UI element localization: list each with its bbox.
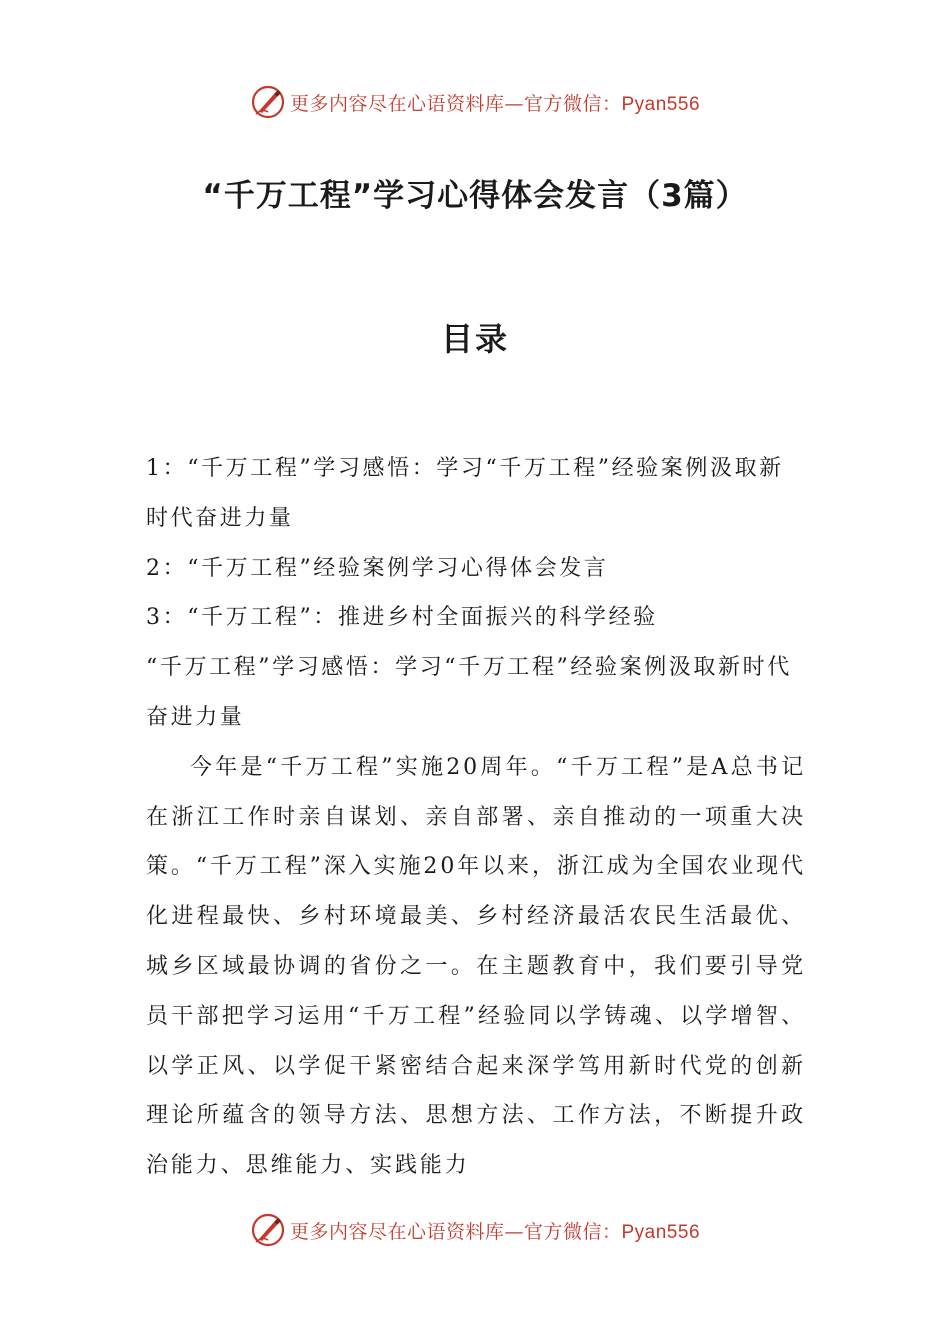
header-watermark [0,82,950,122]
pen-logo-icon [250,84,286,120]
document-title: “千万工程”学习心得体会发言（3篇） [202,178,748,214]
toc-heading: 目录 [440,320,509,358]
toc-item: 3：“千万工程”：推进乡村全面振兴的科学经验 [146,605,658,631]
watermark-text: 更多内容尽在心语资料库—官方微信：Pyan556 [289,1220,701,1243]
toc-item: 1：“千万工程”学习感悟：学习“千万工程”经验案例汲取新时代奋进力量 [146,456,784,531]
toc-item: 2：“千万工程”经验案例学习心得体会发言 [146,555,609,581]
section-title: “千万工程”学习感悟：学习“千万工程”经验案例汲取新时代奋进力量 [146,655,792,730]
wechat-id: Pyan556 [621,93,701,115]
watermark-text: 更多内容尽在心语资料库—官方微信：Pyan556 [289,92,701,115]
wechat-id: Pyan556 [621,1221,701,1243]
document-body [146,444,806,1191]
footer-watermark [0,1210,950,1250]
body-paragraph: 今年是“千万工程”实施20周年。“千万工程”是A总书记在浙江工作时亲自谋划、亲自部署、亲自推动的一项重大决策。“千万工程”深入实施20年以来，浙江成为全国农业现代化进程最快、乡村环境最美、乡村经济最活农民生活最优、城乡区域最协调的省份之一。在主题教育中，我们要引导党员干部把学习运用“千万工程”经验同以学铸魂、以学增智、以学正风、以学促干紧密结合起来深学笃用新时代党的创新理论所蕴含的领导方法、思想方法、工作方法，不断提升政治能力、思维能力、实践能力 [146,754,806,1179]
pen-logo-icon [250,1212,286,1248]
